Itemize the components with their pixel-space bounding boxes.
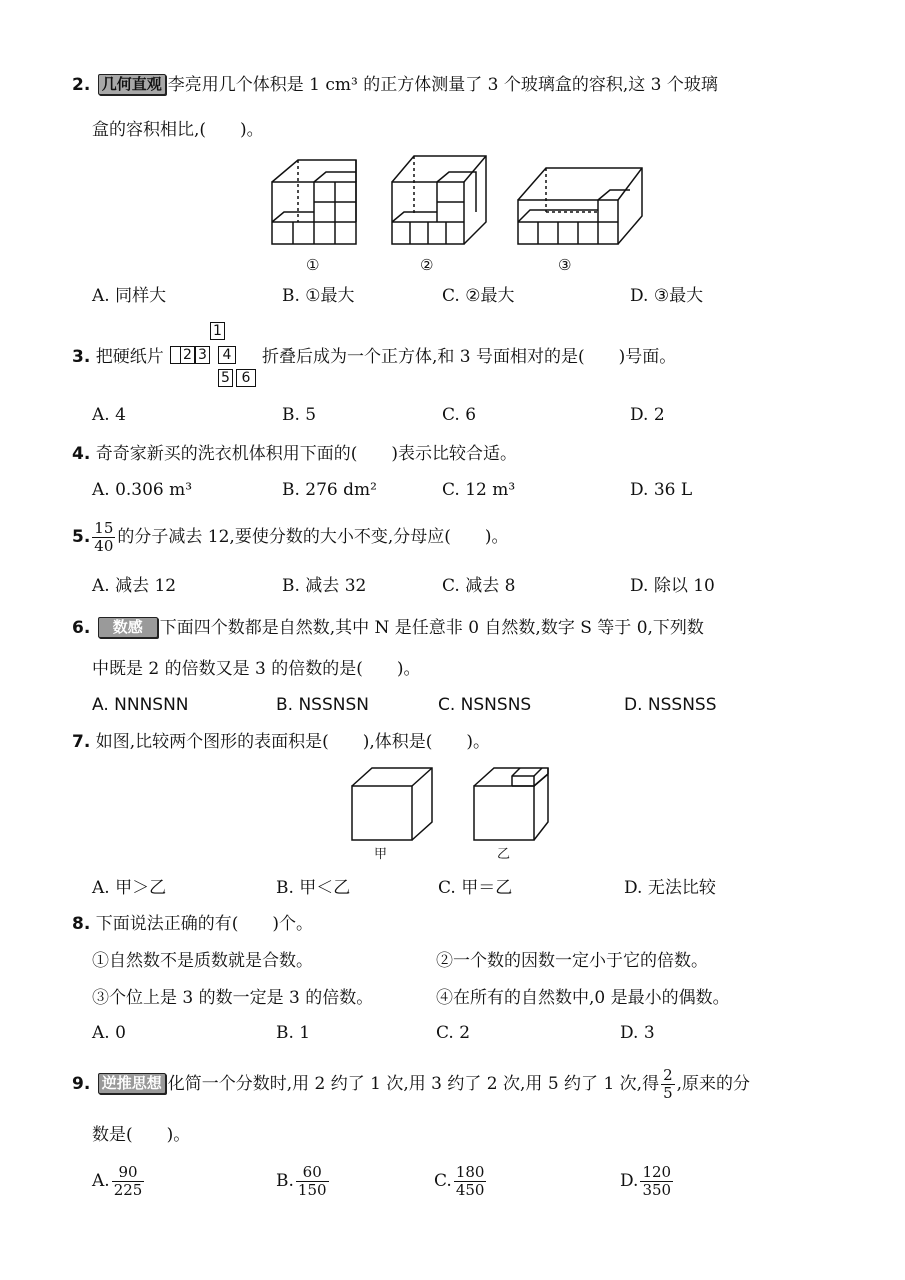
- q3-net-cell-1: 1: [210, 322, 225, 340]
- q4-option-b[interactable]: B. 276 dm²: [282, 480, 377, 500]
- q3-option-a[interactable]: A. 4: [92, 405, 126, 425]
- q9-option-c-fraction: [454, 1164, 487, 1199]
- q9-text-line1: 化简一个分数时,用 2 约了 1 次,用 3 约了 2 次,用 5 约了 1 次,得: [167, 1074, 660, 1094]
- q4-option-c[interactable]: C. 12 m³: [442, 480, 516, 500]
- q5-text: 的分子减去 12,要使分数的大小不变,分母应( )。: [117, 527, 509, 547]
- q3-option-b[interactable]: B. 5: [282, 405, 317, 425]
- q9-option-b[interactable]: [276, 1158, 331, 1204]
- q7-option-d[interactable]: D. 无法比较: [624, 878, 716, 898]
- q9-option-d-den: 350: [642, 1181, 672, 1199]
- q6-text-line2: 中既是 2 的倍数又是 3 的倍数的是( )。: [92, 659, 421, 679]
- q9-option-d-num: 120: [642, 1163, 672, 1181]
- q6-tag: 数感: [98, 617, 158, 638]
- q9-option-c-label: C.: [434, 1171, 452, 1191]
- q9-option-b-label: B.: [276, 1171, 294, 1191]
- q2-text-line2: 盒的容积相比,( )。: [92, 120, 264, 140]
- q9-tag: 逆推思想: [98, 1073, 166, 1094]
- q9-option-c-den: 450: [455, 1181, 485, 1199]
- q9-option-a-num: 90: [112, 1164, 145, 1182]
- q5-option-c[interactable]: C. 减去 8: [442, 576, 516, 596]
- q4-text: 奇奇家新买的洗衣机体积用下面的( )表示比较合适。: [95, 444, 517, 464]
- q3-net-cell-6: 6: [236, 369, 256, 387]
- q8-text: 下面说法正确的有( )个。: [95, 914, 313, 934]
- q6-option-c[interactable]: C. NSNSNS: [438, 695, 532, 715]
- q8-statement-1: ①自然数不是质数就是合数。: [92, 951, 313, 971]
- q2-option-a[interactable]: A. 同样大: [92, 286, 167, 306]
- q7-cube-jia: [352, 768, 432, 840]
- q5-frac-den: 40: [94, 537, 114, 555]
- q3-net-cell-5: 5: [218, 369, 233, 387]
- q8-statement-2: ②一个数的因数一定小于它的倍数。: [436, 951, 708, 971]
- q7-option-a[interactable]: A. 甲＞乙: [92, 878, 167, 898]
- q7-text: 如图,比较两个图形的表面积是( ),体积是( )。: [95, 732, 491, 752]
- q3-option-c[interactable]: C. 6: [442, 405, 477, 425]
- q5-option-b[interactable]: B. 减去 32: [282, 576, 367, 596]
- q6-option-d[interactable]: D. NSSNSS: [624, 695, 717, 715]
- q4-option-a[interactable]: A. 0.306 m³: [92, 480, 193, 500]
- q2-option-b[interactable]: B. ①最大: [282, 286, 355, 306]
- q9-option-a[interactable]: [92, 1158, 146, 1204]
- q6-number: 6.: [72, 618, 91, 638]
- q9-result-fraction: [661, 1067, 675, 1102]
- q8-option-d[interactable]: D. 3: [620, 1023, 655, 1043]
- q8-line: [72, 912, 313, 936]
- q9-option-b-num: 60: [296, 1164, 329, 1182]
- q8-option-a[interactable]: A. 0: [92, 1023, 126, 1043]
- q9-line1: [72, 1062, 750, 1106]
- q9-option-c[interactable]: [434, 1158, 488, 1204]
- q8-option-b[interactable]: B. 1: [276, 1023, 311, 1043]
- q3-net-cell-2: 2: [180, 346, 195, 364]
- q7-fig-label-yi: 乙: [497, 847, 511, 862]
- q9-option-a-den: 225: [113, 1181, 143, 1199]
- q2-text-line1: 李亮用几个体积是 1 cm³ 的正方体测量了 3 个玻璃盒的容积,这 3 个玻璃: [167, 75, 718, 95]
- q3-text-after: 折叠后成为一个正方体,和 3 号面相对的是( )号面。: [262, 347, 677, 367]
- q2-number: 2.: [72, 75, 91, 95]
- q9-option-a-fraction: [112, 1164, 145, 1199]
- q3-number: 3.: [72, 347, 91, 367]
- q7-option-c[interactable]: C. 甲＝乙: [438, 878, 513, 898]
- q2-option-d[interactable]: D. ③最大: [630, 286, 704, 306]
- q4-option-d[interactable]: D. 36 L: [630, 480, 693, 500]
- q8-statement-3: ③个位上是 3 的数一定是 3 的倍数。: [92, 988, 374, 1008]
- q3-text-before: 把硬纸片: [95, 347, 164, 367]
- q7-options: [92, 876, 872, 900]
- q8-options: [92, 1021, 872, 1045]
- q5-option-d[interactable]: D. 除以 10: [630, 576, 715, 596]
- q2-fig-label-2: ②: [420, 256, 434, 274]
- q6-option-a[interactable]: A. NNNSNN: [92, 695, 189, 715]
- q6-option-b[interactable]: B. NSSNSN: [276, 695, 369, 715]
- q2-option-c[interactable]: C. ②最大: [442, 286, 515, 306]
- q5-number: 5.: [72, 527, 91, 547]
- q9-number: 9.: [72, 1074, 91, 1094]
- q9-result-num: 2: [663, 1066, 673, 1084]
- q9-option-b-den: 150: [297, 1181, 327, 1199]
- q9-text-line2: 数是( )。: [92, 1125, 191, 1145]
- q8-option-c[interactable]: C. 2: [436, 1023, 471, 1043]
- q7-fig-label-jia: 甲: [374, 847, 388, 862]
- q6-text-line1: 下面四个数都是自然数,其中 N 是任意非 0 自然数,数字 S 等于 0,下列数: [159, 618, 704, 638]
- q3-net-cell-4: 4: [218, 346, 236, 364]
- q9-text-line1-end: ,原来的分: [676, 1074, 751, 1094]
- q7-cube-yi: [474, 768, 548, 840]
- q9-option-d-fraction: [640, 1164, 673, 1199]
- q9-option-d[interactable]: [620, 1158, 675, 1204]
- q9-options: [92, 1158, 872, 1204]
- q7-option-b[interactable]: B. 甲＜乙: [276, 878, 351, 898]
- q2-fig-label-1: ①: [306, 256, 320, 274]
- q9-option-c-num: 180: [455, 1163, 485, 1181]
- q2-fig-label-3: ③: [558, 256, 572, 274]
- q8-statement-4: ④在所有的自然数中,0 是最小的偶数。: [436, 988, 730, 1008]
- q9-option-b-fraction: [296, 1164, 329, 1199]
- q4-number: 4.: [72, 444, 91, 464]
- q3-net-cell-3: 3: [195, 346, 210, 364]
- q5-frac-num: 15: [94, 519, 114, 537]
- q9-result-den: 5: [663, 1084, 673, 1102]
- q5-option-a[interactable]: A. 减去 12: [92, 576, 177, 596]
- q8-number: 8.: [72, 914, 91, 934]
- q7-number: 7.: [72, 732, 91, 752]
- q9-option-a-label: A.: [92, 1171, 110, 1191]
- q9-option-d-label: D.: [620, 1171, 639, 1191]
- q3-option-d[interactable]: D. 2: [630, 405, 665, 425]
- q2-tag: 几何直观: [98, 74, 166, 95]
